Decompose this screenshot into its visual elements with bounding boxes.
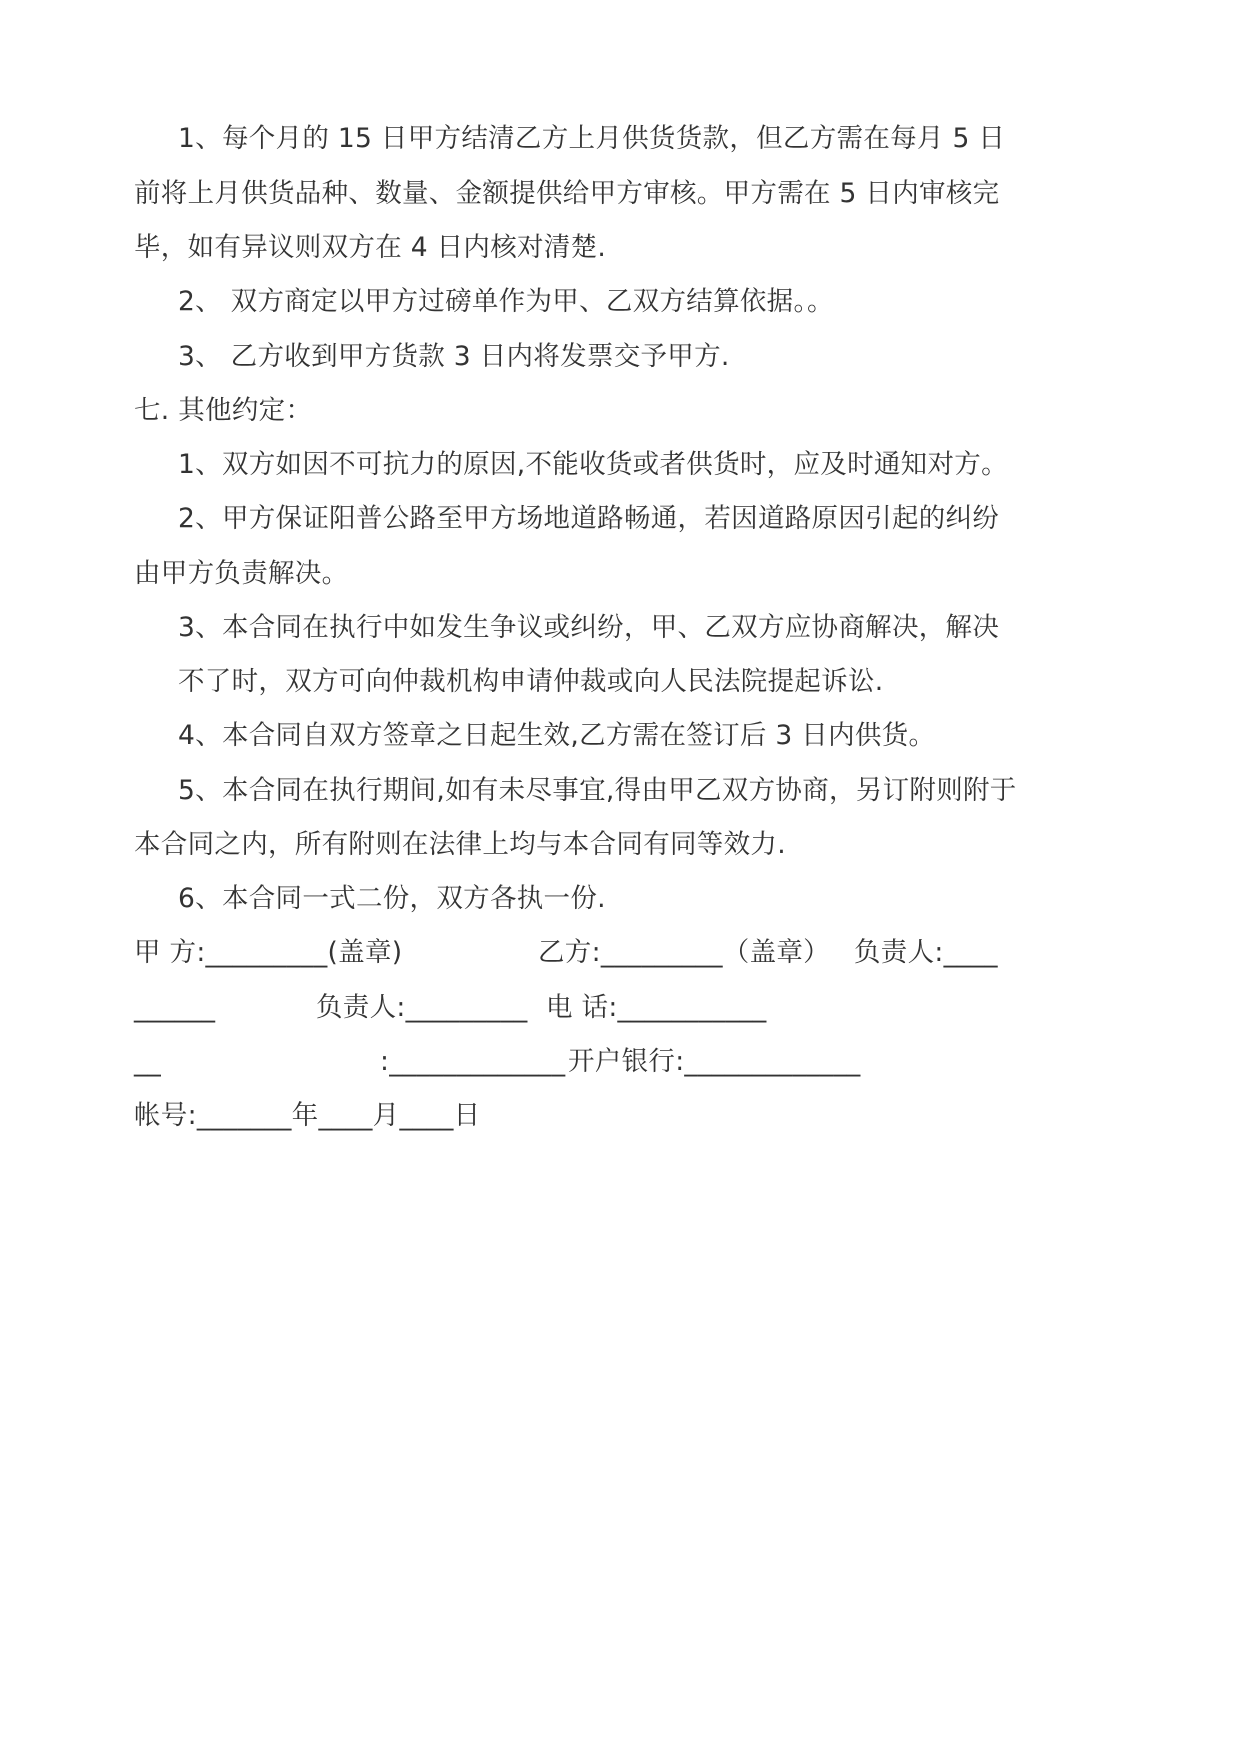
bank-field: 开户银行:_____________ xyxy=(568,1046,861,1077)
blank-field-1: ______ xyxy=(134,992,216,1023)
clause-invoice: 3、 乙方收到甲方货款 3 日内将发票交予甲方. xyxy=(178,341,730,372)
clause-payment-line-2: 前将上月供货品种、数量、金额提供给甲方审核。甲方需在 5 日内审核完 xyxy=(134,178,1000,209)
account-date-field: 帐号:_______年____月____日 xyxy=(134,1100,481,1131)
clause-supplement-line-2: 本合同之内，所有附则在法律上均与本合同有同等效力. xyxy=(134,829,786,860)
clause-settlement: 2、 双方商定以甲方过磅单作为甲、乙双方结算依据。。 xyxy=(178,286,834,317)
responsible-person-field-2: 负责人:_________ xyxy=(316,992,528,1023)
clause-force-majeure: 1、双方如因不可抗力的原因,不能收货或者供货时，应及时通知对方。 xyxy=(178,449,1008,480)
clause-payment-line-3: 毕，如有异议则双方在 4 日内核对清楚. xyxy=(134,232,607,263)
clause-effective: 4、本合同自双方签章之日起生效,乙方需在签订后 3 日内供货。 xyxy=(178,720,936,751)
clause-dispute-line-2: 不了时，双方可向仲裁机构申请仲裁或向人民法院提起诉讼. xyxy=(178,666,884,697)
clause-supplement-line-1: 5、本合同在执行期间,如有未尽事宜,得由甲乙双方协商，另订附则附于 xyxy=(178,775,1017,806)
party-b-field: 乙方:_________（盖章） xyxy=(538,937,830,968)
blank-field-2: __ xyxy=(134,1046,162,1077)
clause-road-line-2: 由甲方负责解决。 xyxy=(134,558,349,589)
responsible-person-field-1: 负责人:____ xyxy=(854,937,998,968)
party-a-field: 甲 方:_________(盖章) xyxy=(134,937,403,968)
section-heading-other: 七. 其他约定： xyxy=(134,395,313,426)
clause-payment-line-1: 1、每个月的 15 日甲方结清乙方上月供货货款，但乙方需在每月 5 日 xyxy=(178,123,1006,154)
clause-road-line-1: 2、甲方保证阳普公路至甲方场地道路畅通，若因道路原因引起的纠纷 xyxy=(178,503,1000,534)
clause-copies: 6、本合同一式二份，双方各执一份. xyxy=(178,883,606,914)
colon-field: :_____________ xyxy=(380,1046,566,1077)
phone-field: 电 话:___________ xyxy=(546,992,767,1023)
clause-dispute-line-1: 3、本合同在执行中如发生争议或纠纷，甲、乙双方应协商解决，解决 xyxy=(178,612,1000,643)
